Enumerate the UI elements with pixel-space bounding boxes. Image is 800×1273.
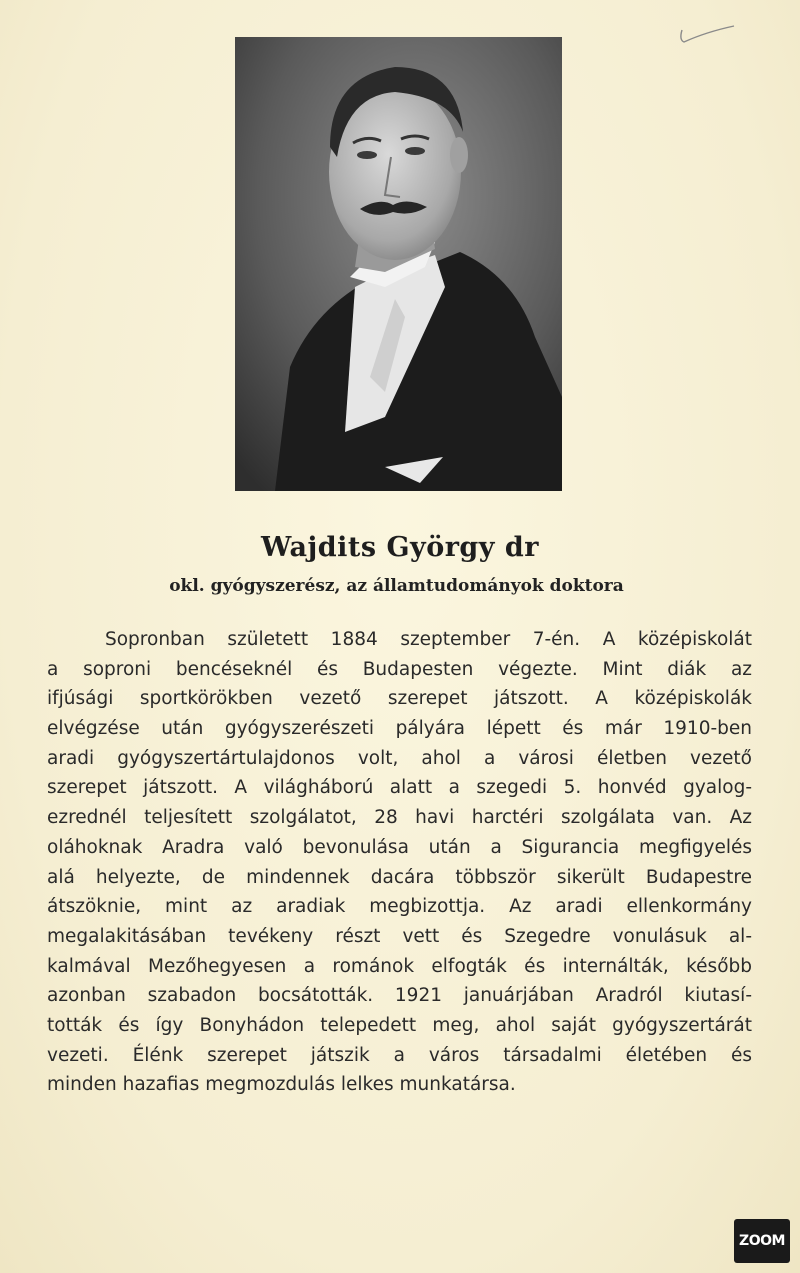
text-line: átszöknie, mint az aradiak megbizottja. Az aradi ellenkormány <box>47 896 752 918</box>
text-line: minden hazafias megmozdulás lelkes munkatársa. <box>47 1074 516 1096</box>
text-line: Sopronban született 1884 szeptember 7-én. A középiskolát <box>105 629 752 650</box>
person-name-heading: Wajdits György dr <box>261 532 539 563</box>
text-line: elvégzése után gyógyszerészeti pályára lépett és már 1910-ben <box>47 718 752 740</box>
text-line: szerepet játszott. A világháború alatt a szegedi 5. honvéd gyalog- <box>47 777 752 799</box>
text-line: kalmával Mezőhegyesen a románok elfogták és internálták, később <box>47 955 752 977</box>
text-line: megalakitásában tevékeny részt vett és Szegedre vonulásuk al- <box>47 925 752 947</box>
zoom-logo[interactable]: ZOOM <box>734 1219 790 1263</box>
text-line: alá helyezte, de mindennek dacára többször sikerült Budapestre <box>47 866 752 888</box>
text-line: ifjúsági sportkörökben vezető szerepet játszott. A középiskolák <box>47 688 752 710</box>
pencil-check-mark <box>676 22 736 50</box>
person-title-subheading: okl. gyógyszerész, az államtudományok doktora <box>169 576 624 596</box>
text-line: aradi gyógyszertártulajdonos volt, ahol a városi életben vezető <box>47 747 752 769</box>
portrait-photo <box>235 37 562 491</box>
text-line: vezeti. Élénk szerepet játszik a város társadalmi életében és <box>47 1044 752 1066</box>
text-line: azonban szabadon bocsátották. 1921 januárjában Aradról kiutasí- <box>47 985 752 1007</box>
text-line: tották és így Bonyhádon telepedett meg, ahol saját gyógyszertárát <box>47 1014 752 1036</box>
text-line: a soproni bencéseknél és Budapesten végezte. Mint diák az <box>47 658 752 680</box>
biography-paragraph <box>47 625 752 1100</box>
text-line: ezrednél teljesített szolgálatot, 28 havi harctéri szolgálata van. Az <box>47 807 752 829</box>
text-line: oláhoknak Aradra való bevonulása után a Sigurancia megfigyelés <box>47 836 752 858</box>
